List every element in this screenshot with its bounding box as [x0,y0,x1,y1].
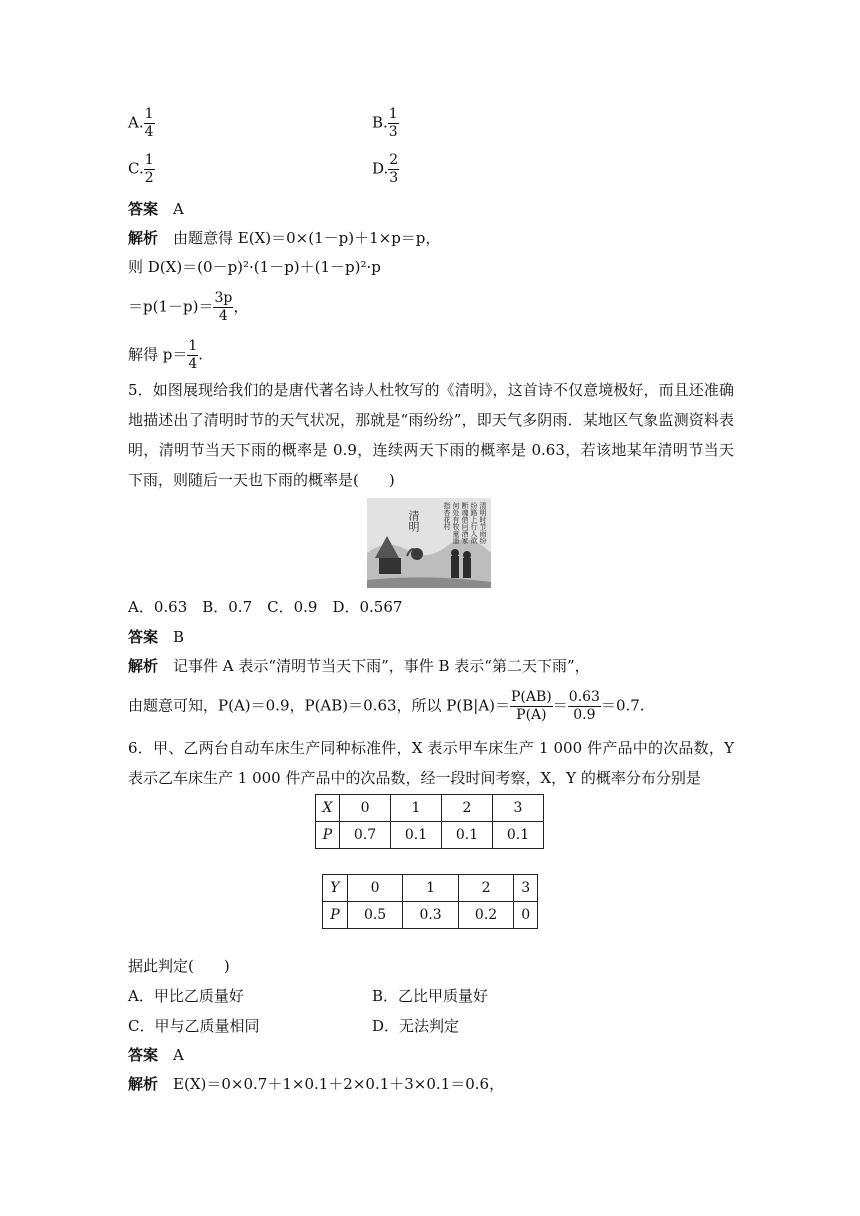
table-cell: Y [323,875,348,902]
option-b [372,106,399,141]
numerator: 1 [188,338,198,354]
formula-text: 由题意可知，P(A)＝0.9，P(AB)＝0.63，所以 P(B|A)＝ [128,696,511,715]
numerator: P(AB) [511,689,552,705]
table-cell: 0.7 [340,822,391,849]
fraction [144,106,155,141]
option-c [128,152,155,187]
table-cell: 0.3 [403,902,458,929]
analysis-label: 解析 [128,657,159,675]
q4-analysis-line1 [128,228,440,248]
q5-question: 5．如图展现给我们的是唐代著名诗人杜牧写的《清明》，这首诗不仅意境极好，而且还准确地描述出了清明时节的天气状况，那就是“雨纷纷”，即天气多阴雨．某地区气象监测资料表明，清明节当天下雨的概率是 0.9，连续两天下雨的概率是 0.63，若该地某年清明节当天下雨，则随后一天也下雨的概率是( ) [128,381,734,489]
denominator: P(A) [516,707,547,723]
fraction [144,152,155,187]
answer-label: 答案 [128,1046,159,1064]
table-cell: 2 [458,875,513,902]
option-label: B. [372,113,388,132]
q5-answer [128,627,184,647]
table-row [316,795,544,822]
numerator: 0.63 [568,689,600,705]
denominator: 4 [218,308,228,324]
answer-value: A [173,1046,184,1064]
q6-option-d: D．无法判定 [372,1017,460,1035]
analysis-text: 由题意得 E(X)＝0×(1－p)＋1×p＝p， [173,229,441,247]
table-cell: 0.2 [458,902,513,929]
table-cell: 0 [347,875,402,902]
q6-option-a: A．甲比乙质量好 [128,987,244,1005]
option-a [128,106,155,141]
q6-judge: 据此判定( ) [128,957,230,975]
option-label: D. [372,159,389,178]
denominator: 4 [144,124,154,140]
q5-options: A．0.63 B．0.7 C．0.9 D．0.567 [128,598,403,616]
fraction [388,106,399,141]
q4-analysis-line4 [128,338,203,373]
fraction [213,290,233,325]
denominator: 3 [389,170,399,186]
analysis-text: E(X)＝0×0.7＋1×0.1＋2×0.1＋3×0.1＝0.6， [173,1075,505,1093]
q4-analysis-line3 [128,290,248,325]
table-cell: 1 [391,795,442,822]
numerator: 1 [144,152,154,168]
formula-text: ， [233,297,249,316]
denominator: 0.9 [573,707,596,723]
fraction [388,152,399,187]
table-cell: 0.5 [347,902,402,929]
table-cell: 2 [442,795,493,822]
table-cell: 1 [403,875,458,902]
table-cell: 3 [492,795,543,822]
table-row [316,822,544,849]
distribution-table-y [322,874,538,929]
numerator: 1 [144,106,154,122]
table-cell: 0 [514,902,538,929]
formula-text: ＝0.7. [600,696,645,715]
table-cell: 0.1 [442,822,493,849]
option-label: A. [128,113,144,132]
qingming-illustration [367,498,491,588]
denominator: 4 [188,356,198,372]
numerator: 1 [388,106,398,122]
table-cell: 0 [340,795,391,822]
q6-question: 6．甲、乙两台自动车床生产同种标准件，X 表示甲车床生产 1 000 件产品中的次品数，Y 表示乙车床生产 1 000 件产品中的次品数，经一段时间考察，X，Y 的概率分布分别是 [128,739,734,787]
q5-analysis-line1 [128,656,590,676]
table-cell: 0.1 [391,822,442,849]
table-cell: 0.1 [492,822,543,849]
image-poem: 清明时节雨纷纷路上行人欲断魂借问酒家何处有牧童遥指杏花村 [443,502,487,544]
q5-analysis-line2 [128,689,645,724]
table-row [323,902,538,929]
q6-option-c: C．甲与乙质量相同 [128,1017,260,1035]
distribution-table-x [315,794,544,849]
formula-text: 解得 p＝ [128,345,188,364]
formula-text: ＝ [552,696,568,715]
fraction [568,689,601,724]
table-cell: 3 [514,875,538,902]
table-cell: X [316,795,340,822]
image-title: 清明 [407,510,420,532]
option-d [372,152,399,187]
denominator: 2 [144,170,154,186]
fraction [510,689,553,724]
answer-label: 答案 [128,628,159,646]
q6-analysis-line1 [128,1074,504,1094]
q6-answer [128,1045,184,1065]
analysis-text: 记事件 A 表示“清明节当天下雨”，事件 B 表示“第二天下雨”， [173,657,590,675]
formula-text: . [198,345,204,364]
analysis-label: 解析 [128,229,159,247]
answer-value: A [173,200,184,218]
q6-option-b: B．乙比甲质量好 [372,987,489,1005]
denominator: 3 [388,124,398,140]
formula-text: ＝p(1－p)＝ [128,297,214,316]
table-row [323,875,538,902]
numerator: 3p [214,290,233,306]
option-label: C. [128,159,144,178]
analysis-label: 解析 [128,1075,159,1093]
fraction [187,338,198,373]
answer-label: 答案 [128,200,159,218]
q4-answer [128,199,184,219]
numerator: 2 [389,152,399,168]
q4-analysis-line2: 则 D(X)＝(0－p)²·(1－p)＋(1－p)²·p [128,258,381,276]
table-cell: P [323,902,348,929]
table-cell: P [316,822,340,849]
answer-value: B [173,628,185,646]
